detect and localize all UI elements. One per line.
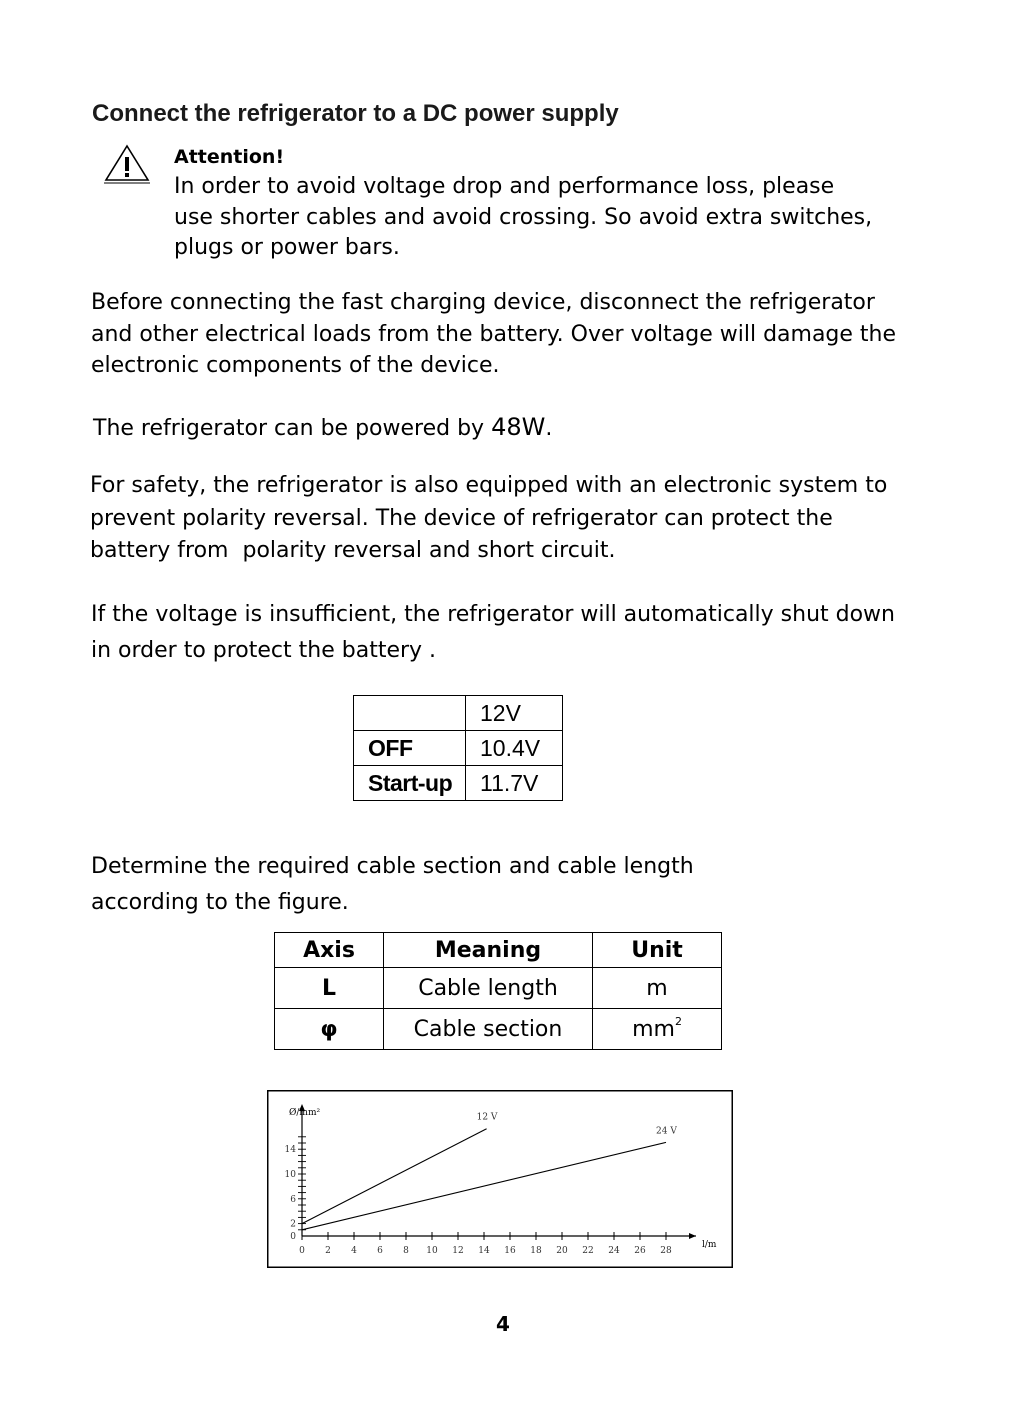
series-label: 24 V (656, 1126, 677, 1137)
x-tick-label: 0 (299, 1246, 305, 1256)
y-axis-label: Ø/mm² (289, 1108, 321, 1118)
x-tick-label: 20 (556, 1246, 568, 1256)
paragraph-polarity (90, 470, 887, 568)
axis-table (274, 932, 722, 1050)
table-cell (354, 696, 466, 731)
table-row (275, 968, 722, 1009)
paragraph-line: battery from polarity reversal and short circuit. (90, 538, 616, 563)
attention-line: In order to avoid voltage drop and performance loss, please (174, 174, 835, 199)
table-row (354, 766, 563, 801)
power-suffix: . (545, 416, 553, 441)
x-tick-label: 28 (660, 1246, 672, 1256)
paragraph-line: Before connecting the fast charging device, disconnect the refrigerator (91, 290, 875, 315)
y-tick-label: 10 (284, 1170, 296, 1180)
x-tick-label: 4 (351, 1246, 357, 1256)
paragraph-power (93, 412, 552, 444)
table-cell: 11.7V (466, 766, 563, 801)
x-tick-label: 18 (530, 1246, 542, 1256)
table-cell: Cable section (384, 1009, 593, 1050)
table-cell: 12V (466, 696, 563, 731)
cable-chart (267, 1090, 733, 1268)
table-cell: L (275, 968, 384, 1009)
attention-line: plugs or power bars. (174, 235, 400, 260)
unit-superscript: 2 (674, 1014, 682, 1028)
attention-line: use shorter cables and avoid crossing. So avoid extra switches, (174, 204, 873, 230)
y-tick-label: 2 (290, 1219, 296, 1230)
unit-text: m (646, 975, 668, 1001)
unit-text: mm (632, 1016, 675, 1042)
attention-text (174, 172, 872, 264)
x-tick-label: 14 (478, 1246, 490, 1256)
x-tick-label: 26 (634, 1246, 646, 1256)
y-tick-label: 0 (290, 1232, 296, 1242)
power-value: 48W (491, 413, 546, 441)
paragraph-line: prevent polarity reversal. The device of refrigerator can protect the (90, 505, 833, 531)
paragraph-fast-charging (91, 287, 896, 382)
table-row (354, 696, 563, 731)
table-row (275, 1009, 722, 1050)
x-tick-label: 22 (582, 1246, 594, 1256)
paragraph-line: and other electrical loads from the battery. Over voltage will damage the (91, 321, 897, 347)
power-text: The refrigerator can be powered by (93, 416, 492, 441)
page-number: 4 (496, 1312, 510, 1336)
table-header: Meaning (384, 933, 593, 968)
y-tick-label: 14 (284, 1145, 296, 1156)
voltage-table (353, 695, 563, 801)
table-row (354, 731, 563, 766)
paragraph-line: in order to protect the battery . (91, 638, 437, 663)
table-header: Axis (275, 933, 384, 968)
warning-triangle-icon (104, 144, 150, 184)
table-cell: 10.4V (466, 731, 563, 766)
section-title: Connect the refrigerator to a DC power supply (92, 100, 619, 127)
paragraph-cable (91, 849, 694, 921)
x-tick-label: 2 (325, 1246, 331, 1256)
paragraph-line: Determine the required cable section and cable length (91, 854, 694, 879)
table-header-row (275, 933, 722, 968)
table-cell (593, 1009, 722, 1050)
series-label: 12 V (476, 1112, 498, 1123)
table-cell (593, 968, 722, 1009)
table-cell: φ (275, 1009, 384, 1050)
chart-svg (267, 1090, 733, 1268)
chart-frame (268, 1091, 733, 1268)
x-axis-label: l/m (702, 1240, 717, 1250)
table-cell: Cable length (384, 968, 593, 1009)
paragraph-line: For safety, the refrigerator is also equipped with an electronic system to (90, 473, 888, 498)
table-header: Unit (593, 933, 722, 968)
table-cell: Start-up (354, 766, 466, 801)
paragraph-line: according to the figure. (91, 890, 349, 915)
x-tick-label: 6 (377, 1246, 383, 1256)
paragraph-line: electronic components of the device. (91, 353, 500, 378)
x-tick-label: 16 (504, 1246, 516, 1256)
paragraph-line: If the voltage is insufficient, the refrigerator will automatically shut down (91, 602, 895, 627)
x-tick-label: 24 (608, 1246, 620, 1256)
y-tick-label: 6 (290, 1194, 296, 1205)
x-tick-label: 10 (426, 1246, 438, 1256)
x-tick-label: 8 (403, 1246, 409, 1256)
attention-label: Attention! (174, 146, 285, 168)
paragraph-voltage (91, 597, 895, 669)
x-tick-label: 12 (452, 1246, 464, 1256)
table-cell: OFF (354, 731, 466, 766)
